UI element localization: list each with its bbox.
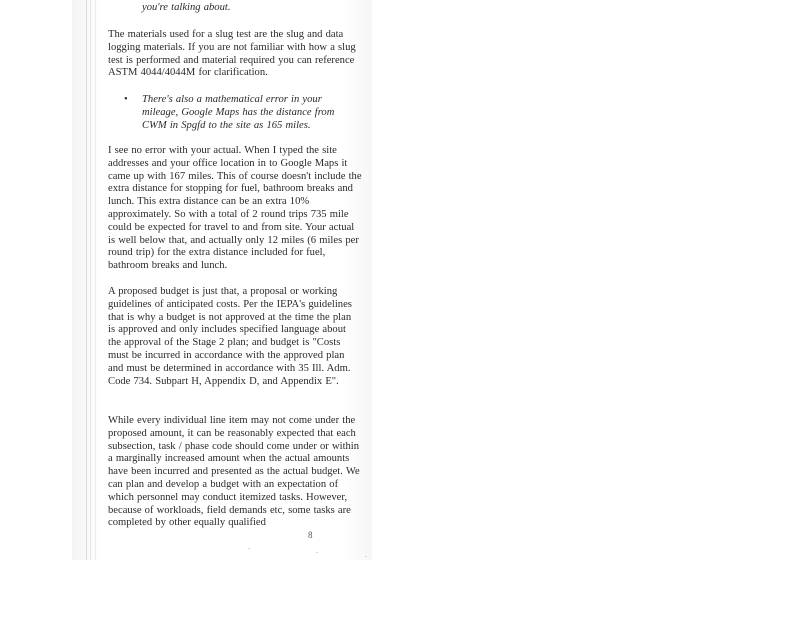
paragraph-line-items: While every individual line item may not come under the proposed amount, it can be reasonably expected that each subsection, task / phase code should come under or within a marginally increased amount when the actual amounts have been incurred and presented as the actual budget. We can plan and develop a budget with an expectation of which personnel may conduct itemized tasks. However, because of workloads, field demands etc, some tasks are completed by other equally qualified: [108, 415, 360, 529]
paragraph-slug-test: The materials used for a slug test are the slug and data logging materials. If you are not familiar with how a slug test is performed and material required you can reference ASTM 4044/4044M for clarification.: [108, 29, 356, 79]
paragraph-mileage: I see no error with your actual. When I typed the site addresses and your office location in to Google Maps it came up with 167 miles. This of course doesn't include the extra distance for stopping for fuel, bathroom breaks and lunch. This extra distance can be an extra 10% approximately. So with a total of 2 round trips 735 mile could be expected for travel to and from site. Your actual is well below that, and actually only 12 miles (6 miles per round trip) for the extra distance included for fuel, bathroom breaks and lunch.: [108, 145, 362, 272]
binding-shadow: [90, 0, 91, 560]
page-number: 8: [308, 530, 313, 540]
bullet-text: There's also a mathematical error in your mileage, Google Maps has the distance from CWM in Spgfd to the site as 165 miles.: [142, 94, 335, 131]
top-fragment-text: you're talking about.: [142, 2, 231, 13]
bullet-marker: •: [124, 94, 128, 105]
binding-shadow: [95, 0, 96, 560]
scan-speck: [316, 552, 318, 553]
scan-speck: [365, 556, 367, 557]
bullet-item: [124, 94, 344, 132]
paragraph-proposed-budget: A proposed budget is just that, a proposal or working guidelines of anticipated costs. Per the IEPA's guidelines that is why a budget is not approved at the time the plan is approved and only includes specified language about the approval of the Stage 2 plan; and budget is "Costs must be incurred in accordance with the approved plan and must be determined in accordance with 35 Ill. Adm. Code 734. Subpart H, Appendix D, and Appendix E".: [108, 286, 352, 387]
scan-speck: [248, 548, 250, 549]
binding-shadow: [86, 0, 87, 560]
